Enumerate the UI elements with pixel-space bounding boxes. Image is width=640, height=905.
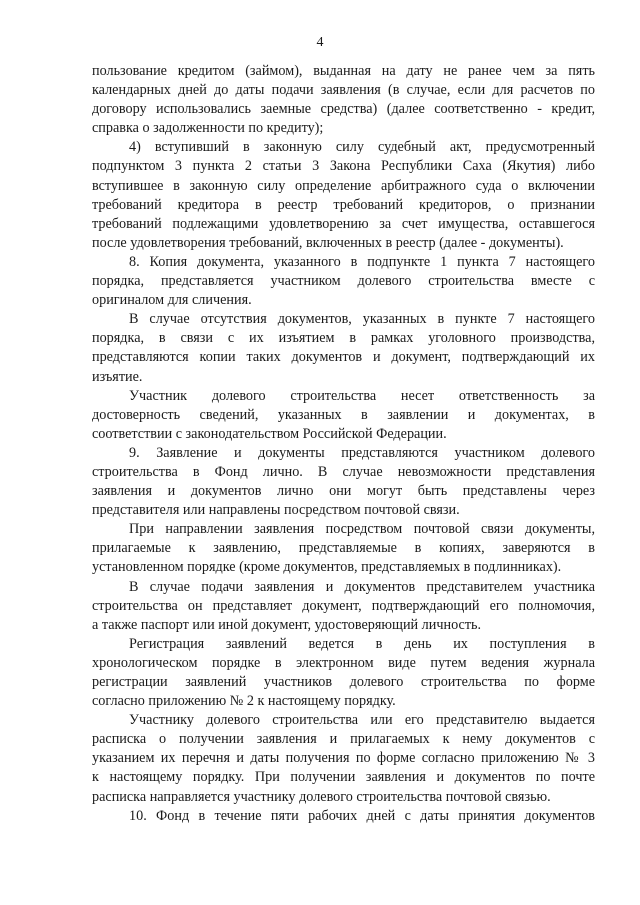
paragraph-6-line-2: строительства в Фонд лично. В случае невозможности представления — [92, 463, 595, 480]
paragraph-2-line-1: 4) вступивший в законную силу судебный акт, предусмотренный — [129, 139, 595, 156]
paragraph-6-line-1: 9. Заявление и документы представляются участником долевого — [129, 444, 595, 461]
paragraph-7-line-2: прилагаемые к заявлению, представляемые в копиях, заверяются в — [92, 540, 595, 557]
paragraph-9-line-1: Регистрация заявлений ведется в день их поступления в — [129, 635, 595, 652]
paragraph-10-line-3: указанием их перечня и даты получения по форме согласно приложению № 3 — [92, 750, 595, 767]
paragraph-4-line-1: В случае отсутствия документов, указанных в пункте 7 настоящего — [129, 311, 595, 328]
paragraph-2-line-3: вступившее в законную силу определение арбитражного суда о включении — [92, 177, 595, 194]
paragraph-10-line-2: расписка о получении заявления и прилагаемых к нему документов с — [92, 731, 595, 748]
paragraph-8-line-3: а также паспорт или иной документ, удостоверяющий личность. — [92, 616, 482, 633]
paragraph-5-line-1: Участник долевого строительства несет ответственность за — [129, 387, 595, 404]
paragraph-2-line-6: после удовлетворения требований, включенных в реестр (далее - документы). — [92, 234, 564, 251]
paragraph-10-line-4: к настоящему порядку. При получении заявления и документов по почте — [92, 769, 595, 786]
paragraph-11-line-1: 10. Фонд в течение пяти рабочих дней с даты принятия документов — [129, 807, 595, 824]
page-number: 4 — [316, 35, 324, 50]
paragraph-10-line-1: Участнику долевого строительства или его представителю выдается — [129, 712, 595, 729]
paragraph-3-line-2: порядка, представляется участником долевого строительства вместе с — [92, 273, 595, 290]
paragraph-4-line-3: представляются копии таких документов и документ, подтверждающий их — [92, 349, 595, 366]
paragraph-1-line-2: календарных дней до даты подачи заявления (в случае, если для расчетов по — [92, 82, 595, 99]
paragraph-6-line-4: представителя или направлены посредством почтовой связи. — [92, 502, 460, 519]
paragraph-10-line-5: расписка направляется участнику долевого строительства почтовой связью. — [92, 788, 551, 805]
paragraph-2-line-5: требований подлежащими удовлетворению за счет имущества, оставшегося — [92, 215, 595, 232]
paragraph-4-line-2: порядка, в связи с их изъятием в рамках уголовного производства, — [92, 330, 595, 347]
paragraph-7-line-1: При направлении заявления посредством почтовой связи документы, — [129, 521, 595, 538]
paragraph-2-line-4: требований кредитора в реестр требований кредиторов, о признании — [92, 196, 595, 213]
paragraph-2-line-2: подпунктом 3 пункта 2 статьи 3 Закона Республики Саха (Якутия) либо — [92, 158, 595, 175]
paragraph-8-line-2: строительства он представляет документ, подтверждающий его полномочия, — [92, 597, 595, 614]
paragraph-5-line-3: соответствии с законодательством Российской Федерации. — [92, 425, 447, 442]
paragraph-9-line-3: регистрации заявлений участников долевого строительства по форме — [92, 674, 595, 690]
paragraph-5-line-2: достоверность сведений, указанных в заявлении и документах, в — [92, 406, 595, 423]
paragraph-6-line-3: заявления и документов лично они могут быть представлены через — [92, 483, 595, 500]
paragraph-3-line-3: оригиналом для сличения. — [92, 292, 252, 309]
paragraph-1-line-4: справка о задолженности по кредиту); — [92, 120, 324, 137]
paragraph-4-line-4: изъятие. — [92, 368, 143, 385]
paragraph-1-line-3: договору использовались заемные средства) (далее соответственно - кредит, — [92, 101, 595, 118]
document-body — [92, 62, 595, 826]
paragraph-7-line-3: установленном порядке (кроме документов, представляемых в подлинниках). — [92, 559, 562, 576]
paragraph-1-line-1: пользование кредитом (займом), выданная на дату не ранее чем за пять — [92, 63, 595, 79]
paragraph-8-line-1: В случае подачи заявления и документов представителем участника — [129, 578, 595, 595]
paragraph-9-line-2: хронологическом порядке в электронном виде путем ведения журнала — [92, 654, 595, 671]
paragraph-9-line-4: согласно приложению № 2 к настоящему порядку. — [92, 693, 396, 710]
paragraph-3-line-1: 8. Копия документа, указанного в подпункте 1 пункта 7 настоящего — [129, 253, 595, 270]
